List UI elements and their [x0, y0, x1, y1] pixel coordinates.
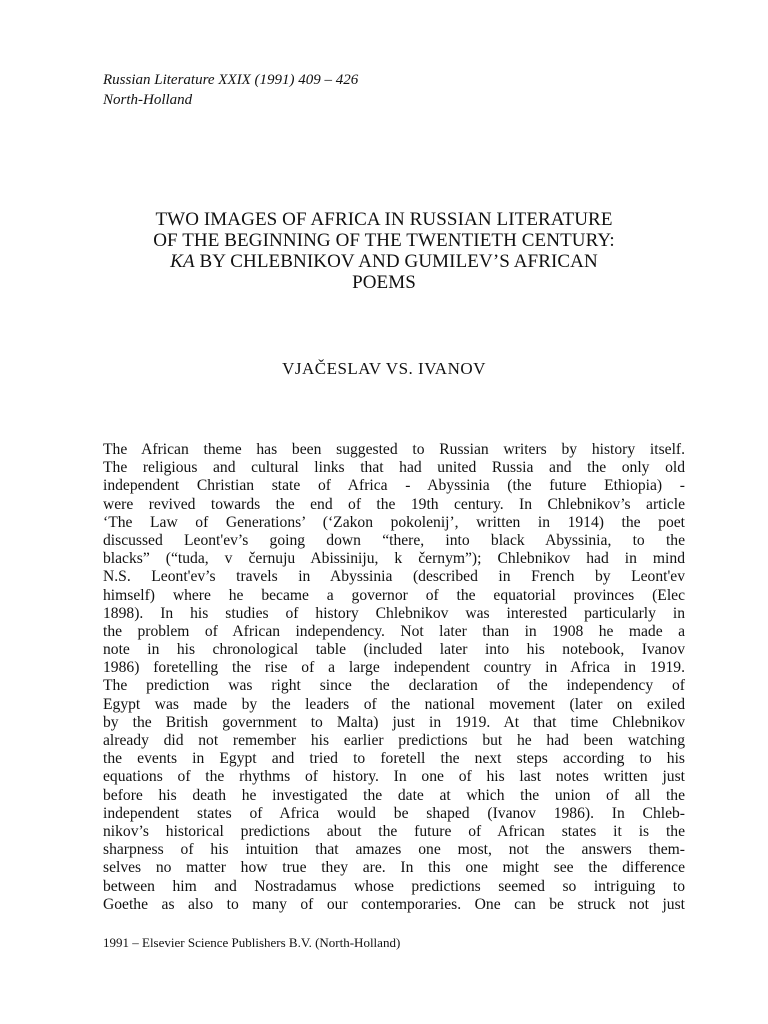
body-line: The African theme has been suggested to Russian writers by history itself.: [103, 441, 685, 458]
body-line: equations of the rhythms of history. In one of his last notes written just: [103, 768, 685, 786]
body-line: sharpness of his intuition that amazes one most, not the answers them-: [103, 841, 685, 859]
body-line: ‘The Law of Generations’ (‘Zakon pokolenij’, written in 1914) the poet: [103, 513, 685, 531]
article-title: [90, 209, 678, 293]
body-line: note in his chronological table (included later into his notebook, Ivanov: [103, 641, 685, 659]
body-line: Goethe as also to many of our contemporaries. One can be struck not just: [103, 895, 685, 913]
body-line: independent Christian state of Africa - Abyssinia (the future Ethiopia) -: [103, 477, 685, 495]
journal-citation: Russian Literature XXIX (1991) 409 – 426: [103, 72, 359, 88]
body-line: between him and Nostradamus whose predictions seemed so intriguing to: [103, 877, 685, 895]
body-paragraph: [103, 441, 685, 914]
body-line: N.S. Leont'ev’s travels in Abyssinia (described in French by Leont'ev: [103, 568, 685, 586]
copyright-footer: 1991 – Elsevier Science Publishers B.V. (North-Holland): [103, 935, 401, 950]
title-line-3: [90, 251, 678, 272]
body-line: by the British government to Malta) just in 1919. At that time Chlebnikov: [103, 713, 685, 731]
body-line: nikov’s historical predictions about the future of African states it is the: [103, 822, 685, 840]
body-line: independent states of Africa would be shaped (Ivanov 1986). In Chleb-: [103, 804, 685, 822]
title-italic-word: KA: [170, 251, 195, 272]
title-line-1: TWO IMAGES OF AFRICA IN RUSSIAN LITERATURE: [155, 209, 613, 230]
body-line: before his death he investigated the date at which the union of all the: [103, 786, 685, 804]
body-line: the problem of African independency. Not later than in 1908 he made a: [103, 622, 685, 640]
title-line-2: OF THE BEGINNING OF THE TWENTIETH CENTURY:: [153, 230, 615, 251]
body-line: already did not remember his earlier predictions but he had been watching: [103, 732, 685, 749]
journal-header: [103, 70, 358, 110]
body-line: The prediction was right since the declaration of the independency of: [103, 677, 685, 695]
body-line: discussed Leont'ev’s going down “there, into black Abyssinia, to the: [103, 531, 685, 549]
title-line-4: POEMS: [352, 272, 416, 293]
title-line-3-text: BY CHLEBNIKOV AND GUMILEV’S AFRICAN: [199, 251, 598, 272]
publisher-name: North-Holland: [103, 92, 193, 108]
body-line: Egypt was made by the leaders of the national movement (later on exiled: [103, 695, 685, 713]
body-line: selves no matter how true they are. In this one might see the difference: [103, 859, 685, 877]
body-line: 1898). In his studies of history Chlebnikov was interested particularly in: [103, 604, 685, 622]
body-line: blacks” (“tuda, v černuju Abissiniju, k černym”); Chlebnikov had in mind: [103, 550, 685, 568]
author-name: VJAČESLAV VS. IVANOV: [282, 359, 486, 378]
body-line: himself) where he became a governor of the equatorial provinces (Elec: [103, 586, 685, 604]
body-line: 1986) foretelling the rise of a large independent country in Africa in 1919.: [103, 659, 685, 677]
body-line: The religious and cultural links that had united Russia and the only old: [103, 459, 685, 477]
body-line: were revived towards the end of the 19th century. In Chlebnikov’s article: [103, 495, 685, 513]
body-line: the events in Egypt and tried to foretell the next steps according to his: [103, 750, 685, 768]
